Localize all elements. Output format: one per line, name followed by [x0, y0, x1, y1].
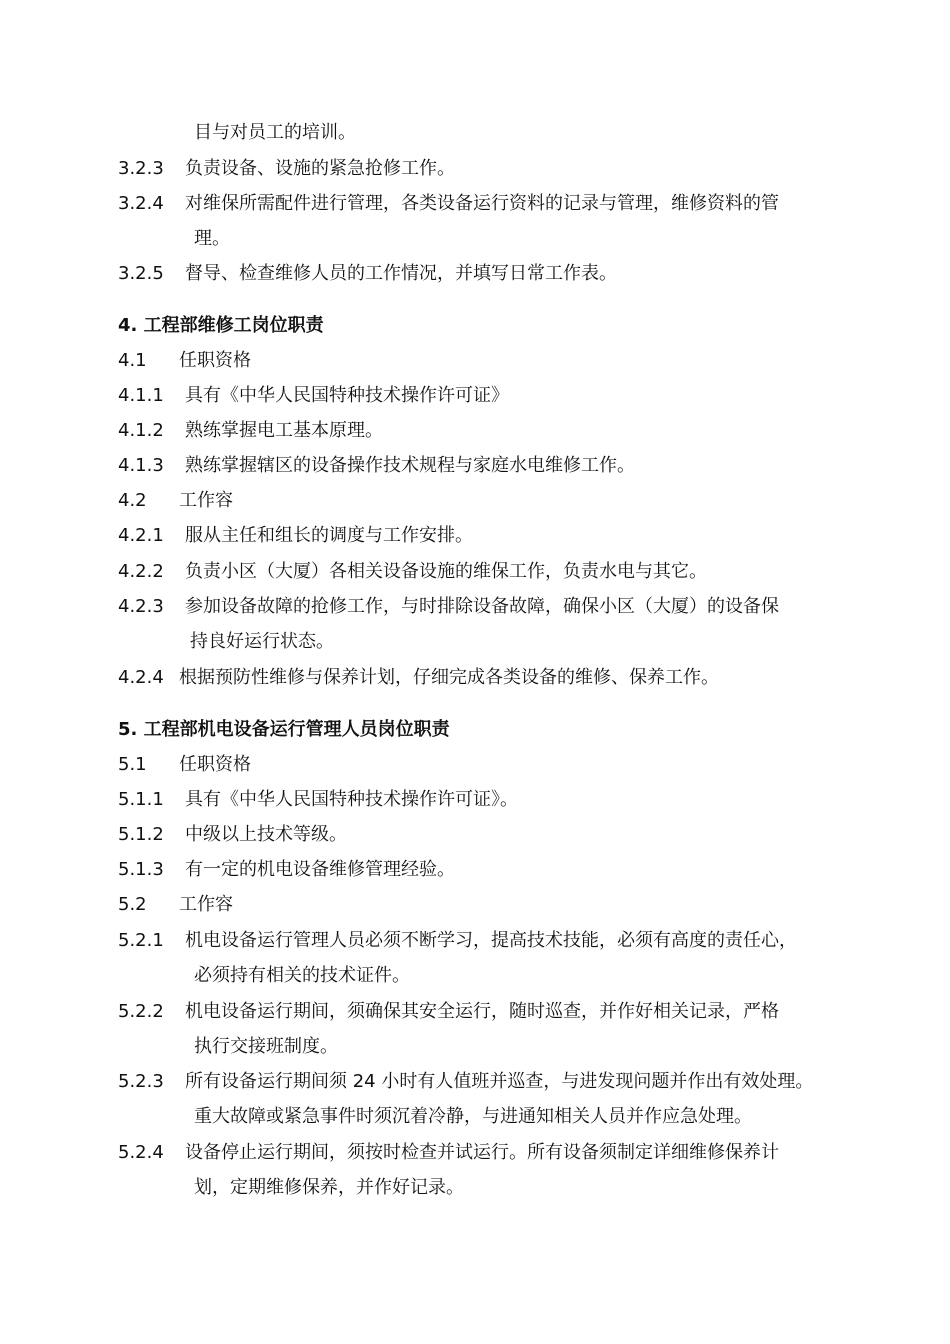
clause-number: 5.2.1	[118, 930, 164, 951]
clause-5-2-1	[118, 929, 797, 953]
clause-number: 3.2.5	[118, 263, 164, 284]
clause-number: 5.2.3	[118, 1071, 164, 1092]
clause-5-2-4	[118, 1141, 779, 1165]
heading-text: 4. 工程部维修工岗位职责	[118, 315, 324, 336]
clause-text: 对维保所需配件进行管理，各类设备运行资料的记录与管理，维修资料的管	[185, 193, 779, 214]
clause-4-2-2	[118, 560, 707, 584]
clause-4-1-3	[118, 454, 635, 478]
clause-text: 负责设备、设施的紧急抢修工作。	[185, 158, 455, 179]
clause-4-1-2	[118, 419, 383, 443]
clause-4-1	[118, 349, 251, 373]
clause-number: 5.1	[118, 754, 147, 775]
clause-number: 4.1.1	[118, 385, 164, 406]
clause-number: 4.2.1	[118, 525, 164, 546]
clause-number: 4.2	[118, 490, 147, 511]
clause-number: 4.2.2	[118, 561, 164, 582]
section-heading-5	[118, 718, 450, 742]
clause-text: 所有设备运行期间须 24 小时有人值班并巡查，与进发现问题并作出有效处理。	[185, 1071, 814, 1092]
clause-number: 3.2.3	[118, 158, 164, 179]
section-heading-4	[118, 314, 324, 338]
clause-4-2-1	[118, 524, 473, 548]
text-line	[194, 1035, 338, 1059]
clause-4-2	[118, 489, 233, 513]
clause-number: 5.1.2	[118, 824, 164, 845]
clause-3-2-4	[118, 192, 779, 216]
clause-number: 4.2.3	[118, 596, 164, 617]
line-text: 重大故障或紧急事件时须沉着冷静，与进通知相关人员并作应急处理。	[194, 1106, 752, 1127]
clause-text: 参加设备故障的抢修工作，与时排除设备故障，确保小区（大厦）的设备保	[185, 596, 779, 617]
clause-number: 4.1.3	[118, 455, 164, 476]
clause-text: 督导、检查维修人员的工作情况，并填写日常工作表。	[185, 263, 617, 284]
clause-3-2-5	[118, 262, 617, 286]
line-text: 执行交接班制度。	[194, 1036, 338, 1057]
clause-text: 设备停止运行期间，须按时检查并试运行。所有设备须制定详细维修保养计	[185, 1142, 779, 1163]
clause-5-2-3	[118, 1070, 813, 1094]
heading-text: 5. 工程部机电设备运行管理人员岗位职责	[118, 719, 450, 740]
clause-4-1-1	[118, 384, 509, 408]
clause-number: 3.2.4	[118, 193, 164, 214]
clause-4-2-3	[118, 595, 779, 619]
clause-number: 5.2.2	[118, 1001, 164, 1022]
clause-text: 任职资格	[179, 754, 251, 775]
text-line	[194, 1105, 752, 1129]
clause-text: 有一定的机电设备维修管理经验。	[185, 859, 455, 880]
clause-text: 工作容	[179, 490, 233, 511]
text-line	[194, 1176, 464, 1200]
line-text: 划，定期维修保养，并作好记录。	[194, 1177, 464, 1198]
clause-number: 5.1.1	[118, 789, 164, 810]
clause-number: 4.1.2	[118, 420, 164, 441]
text-line	[194, 121, 356, 145]
clause-5-1	[118, 753, 251, 777]
clause-text: 具有《中华人民国特种技术操作许可证》	[185, 385, 509, 406]
clause-text: 服从主任和组长的调度与工作安排。	[185, 525, 473, 546]
clause-number: 5.1.3	[118, 859, 164, 880]
clause-5-2	[118, 893, 233, 917]
clause-4-2-4	[118, 666, 719, 690]
line-text: 目与对员工的培训。	[194, 122, 356, 143]
clause-text: 机电设备运行管理人员必须不断学习，提高技术技能，必须有高度的责任心，	[185, 930, 797, 951]
line-text: 必须持有相关的技术证件。	[194, 965, 410, 986]
clause-text: 任职资格	[179, 350, 251, 371]
clause-text: 机电设备运行期间，须确保其安全运行，随时巡查，并作好相关记录，严格	[185, 1001, 779, 1022]
clause-5-1-3	[118, 858, 455, 882]
clause-text: 根据预防性维修与保养计划，仔细完成各类设备的维修、保养工作。	[179, 667, 719, 688]
clause-number: 4.2.4	[118, 667, 164, 688]
text-line	[190, 630, 334, 654]
line-text: 理。	[194, 228, 230, 249]
line-text: 持良好运行状态。	[190, 631, 334, 652]
clause-text: 熟练掌握电工基本原理。	[185, 420, 383, 441]
clause-5-1-2	[118, 823, 347, 847]
clause-text: 中级以上技术等级。	[185, 824, 347, 845]
clause-3-2-3	[118, 157, 455, 181]
text-line	[194, 964, 410, 988]
clause-text: 具有《中华人民国特种技术操作许可证》。	[185, 789, 518, 810]
text-line	[194, 227, 230, 251]
clause-number: 5.2.4	[118, 1142, 164, 1163]
clause-5-1-1	[118, 788, 518, 812]
clause-text: 熟练掌握辖区的设备操作技术规程与家庭水电维修工作。	[185, 455, 635, 476]
clause-number: 5.2	[118, 894, 147, 915]
clause-text: 负责小区（大厦）各相关设备设施的维保工作，负责水电与其它。	[185, 561, 707, 582]
clause-number: 4.1	[118, 350, 147, 371]
clause-text: 工作容	[179, 894, 233, 915]
clause-5-2-2	[118, 1000, 779, 1024]
